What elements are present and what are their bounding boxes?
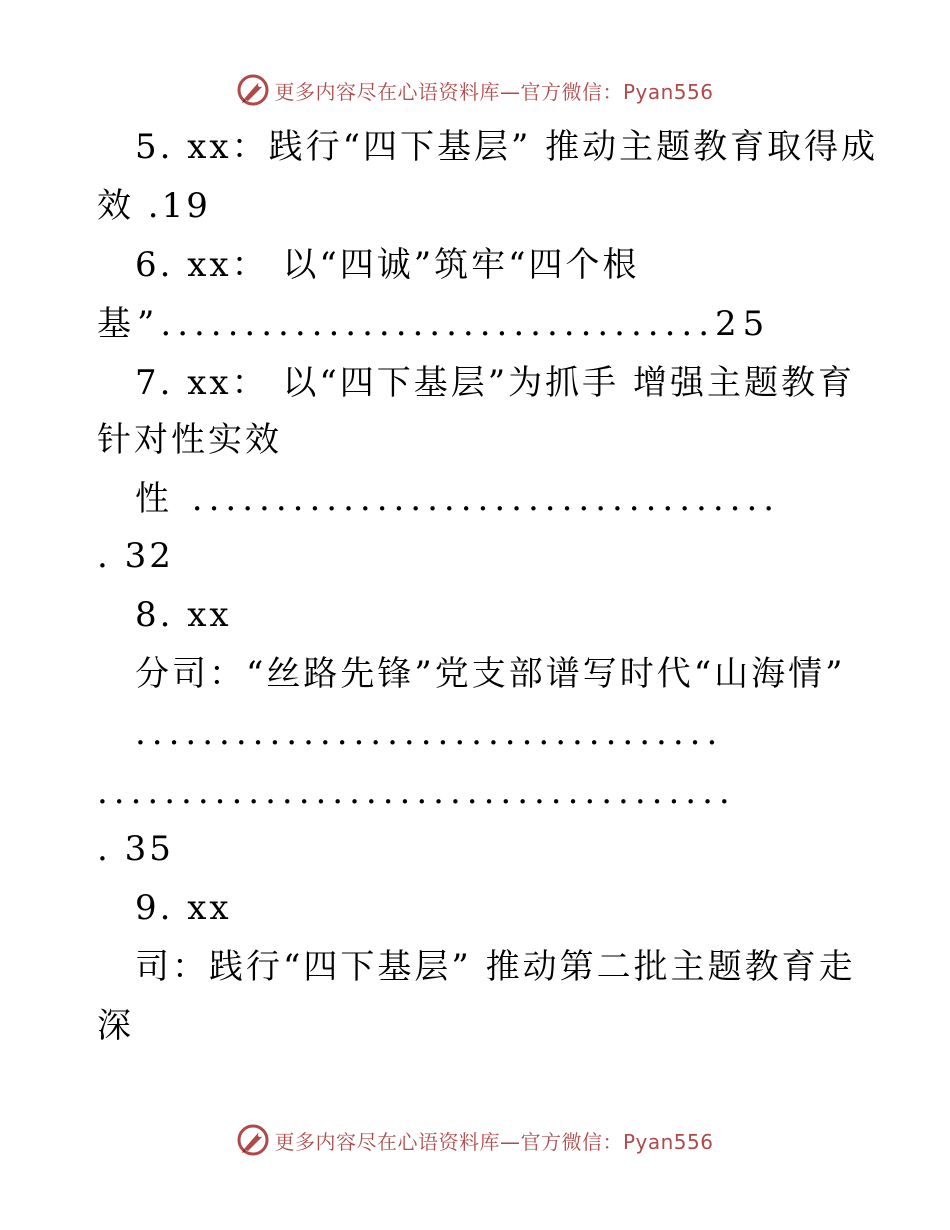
pen-logo-icon xyxy=(236,1123,270,1157)
toc-entry-6-line-2: 基”.................................25 xyxy=(97,304,771,344)
toc-entry-8-line-2: 分司：“丝路先锋”党支部谱写时代“山海情” xyxy=(135,654,846,694)
toc-entry-9-line-2: 司：践行“四下基层” 推动第二批主题教育走 xyxy=(135,947,856,987)
toc-entry-7-line-2: 针对性实效 xyxy=(97,420,282,460)
toc-entry-7-line-1: 7. xx： 以“四下基层”为抓手 增强主题教育 xyxy=(135,363,855,403)
toc-entry-5-line-1: 5. xx：践行“四下基层” 推动主题教育取得成 xyxy=(135,127,879,167)
toc-entry-8-line-4: ...................................... xyxy=(97,772,736,812)
watermark-text: 更多内容尽在心语资料库—官方微信：Pyan556 xyxy=(274,79,714,104)
toc-entry-9-line-1: 9. xx xyxy=(135,888,232,928)
toc-entry-7-line-3: 性 ................................... xyxy=(135,479,781,519)
watermark-text: 更多内容尽在心语资料库—官方微信：Pyan556 xyxy=(274,1129,714,1154)
toc-entry-8-line-1: 8. xx xyxy=(135,595,232,635)
toc-entry-8-page: . 35 xyxy=(97,829,174,869)
toc-entry-5-line-2: 效 .19 xyxy=(97,186,211,226)
footer-watermark xyxy=(0,1120,950,1160)
toc-entry-8-line-3: ................................... xyxy=(135,713,724,753)
toc-entry-6-line-1: 6. xx： 以“四诚”筑牢“四个根 xyxy=(135,245,640,285)
toc-entry-9-line-3: 深 xyxy=(97,1006,134,1046)
toc-entry-7-page: . 32 xyxy=(97,536,174,576)
